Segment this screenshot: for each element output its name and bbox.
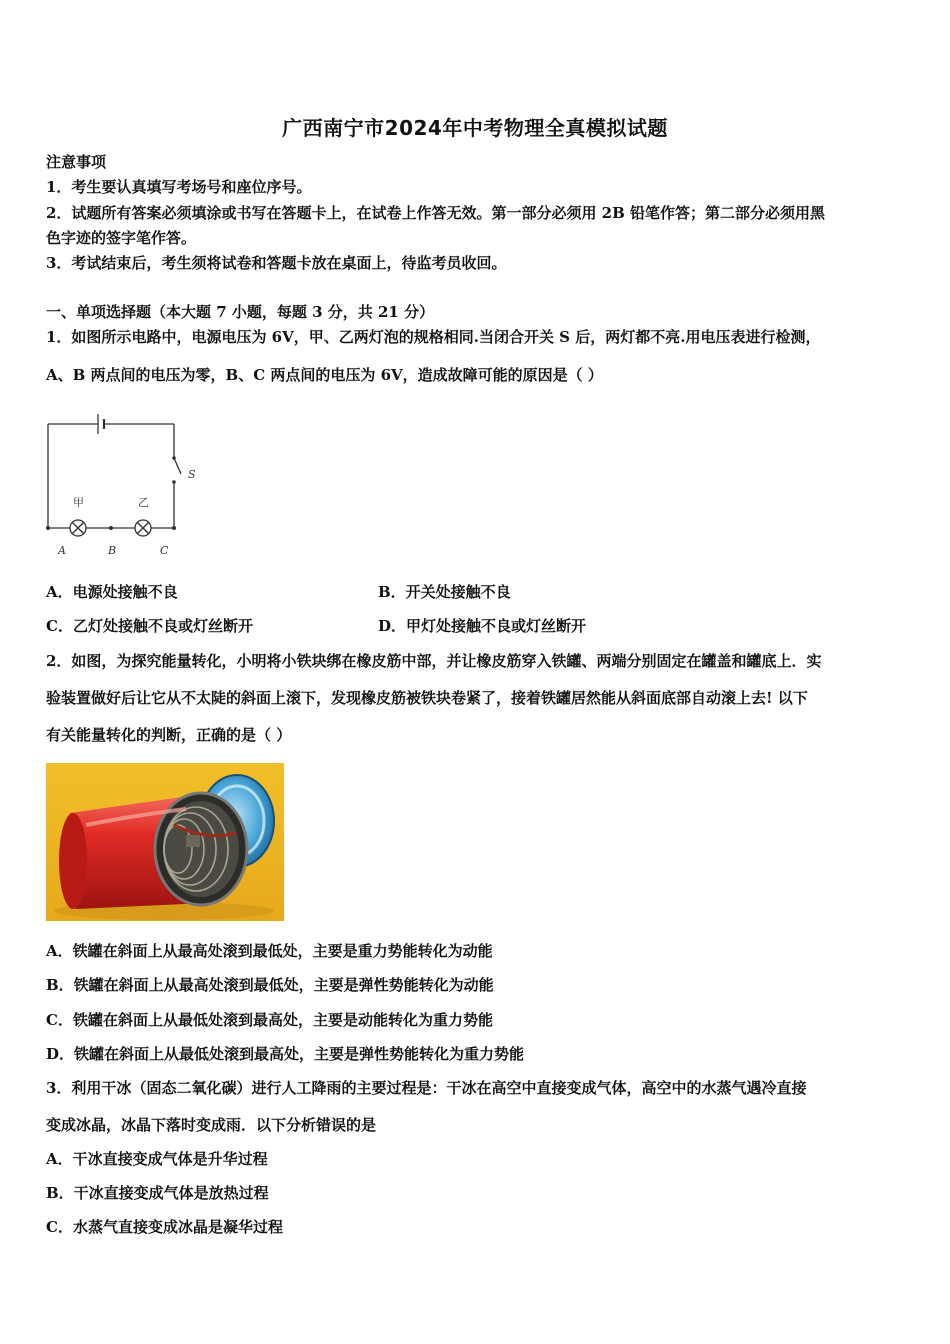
point-a-label: A: [58, 544, 66, 557]
iron-weight: [186, 835, 200, 847]
q2-stem-line1: 2．如图，为探究能量转化，小明将小铁块绑在橡皮筋中部，并让橡皮筋穿入铁罐、两端分别固定在罐盖和罐底上．实: [46, 652, 822, 670]
lamp-yi-label: 乙: [138, 496, 149, 509]
q2-stem-line2: 验装置做好后让它从不太陡的斜面上滚下，发现橡皮筋被铁块卷紧了，接着铁罐居然能从斜面底部自动滚上去! 以下: [46, 689, 808, 707]
switch-label: S: [188, 468, 196, 481]
q1-option-d[interactable]: D．甲灯处接触不良或灯丝断开: [378, 617, 587, 635]
q3-stem-line1: 3．利用干冰（固态二氧化碳）进行人工降雨的主要过程是：干冰在高空中直接变成气体，高空中的水蒸气遇冷直接: [46, 1079, 807, 1097]
notice-heading: 注意事项: [46, 153, 107, 171]
notice-item-3: 3．考试结束后，考生须将试卷和答题卡放在桌面上，待监考员收回。: [46, 254, 507, 272]
q1-stem-line1: 1．如图所示电路中，电源电压为 6V，甲、乙两灯泡的规格相同.当闭合开关 S 后，两灯都不亮.用电压表进行检测，: [46, 328, 821, 346]
page-title: 广西南宁市2024年中考物理全真模拟试题: [282, 116, 668, 140]
q2-stem-line3: 有关能量转化的判断，正确的是（ ）: [46, 726, 292, 744]
notice-item-1: 1．考生要认真填写考场号和座位序号。: [46, 178, 312, 196]
q3-option-c[interactable]: C．水蒸气直接变成冰晶是凝华过程: [46, 1218, 283, 1236]
q1-stem-line2: A、B 两点间的电压为零，B、C 两点间的电压为 6V，造成故障可能的原因是（ ）: [46, 366, 603, 384]
q1-option-b[interactable]: B．开关处接触不良: [378, 583, 511, 601]
q3-option-b[interactable]: B．干冰直接变成气体是放热过程: [46, 1184, 269, 1202]
section-heading: 一、单项选择题（本大题 7 小题，每题 3 分，共 21 分）: [46, 303, 435, 321]
switch-blade: [174, 458, 181, 474]
q1-option-c[interactable]: C．乙灯处接触不良或灯丝断开: [46, 617, 253, 635]
point-b-label: B: [108, 544, 117, 557]
point-c-label: C: [160, 544, 169, 557]
lamp-jia-label: 甲: [73, 496, 84, 509]
q3-stem-line2: 变成冰晶，冰晶下落时变成雨．以下分析错误的是: [46, 1116, 377, 1134]
q2-option-a[interactable]: A．铁罐在斜面上从最高处滚到最低处，主要是重力势能转化为动能: [46, 942, 493, 960]
q3-option-a[interactable]: A．干冰直接变成气体是升华过程: [46, 1150, 268, 1168]
notice-item-2-cont: 色字迹的签字笔作答。: [46, 229, 197, 247]
can-experiment-photo: [46, 763, 284, 921]
q2-option-b[interactable]: B．铁罐在斜面上从最高处滚到最低处，主要是弹性势能转化为动能: [46, 976, 494, 994]
q1-option-a[interactable]: A．电源处接触不良: [46, 583, 178, 601]
circuit-diagram: [40, 402, 210, 562]
q2-option-d[interactable]: D．铁罐在斜面上从最低处滚到最高处，主要是弹性势能转化为重力势能: [46, 1045, 525, 1063]
notice-item-2: 2．试题所有答案必须填涂或书写在答题卡上，在试卷上作答无效。第一部分必须用 2B 铅笔作答；第二部分必须用黑: [46, 204, 826, 222]
q2-option-c[interactable]: C．铁罐在斜面上从最低处滚到最高处，主要是动能转化为重力势能: [46, 1011, 493, 1029]
